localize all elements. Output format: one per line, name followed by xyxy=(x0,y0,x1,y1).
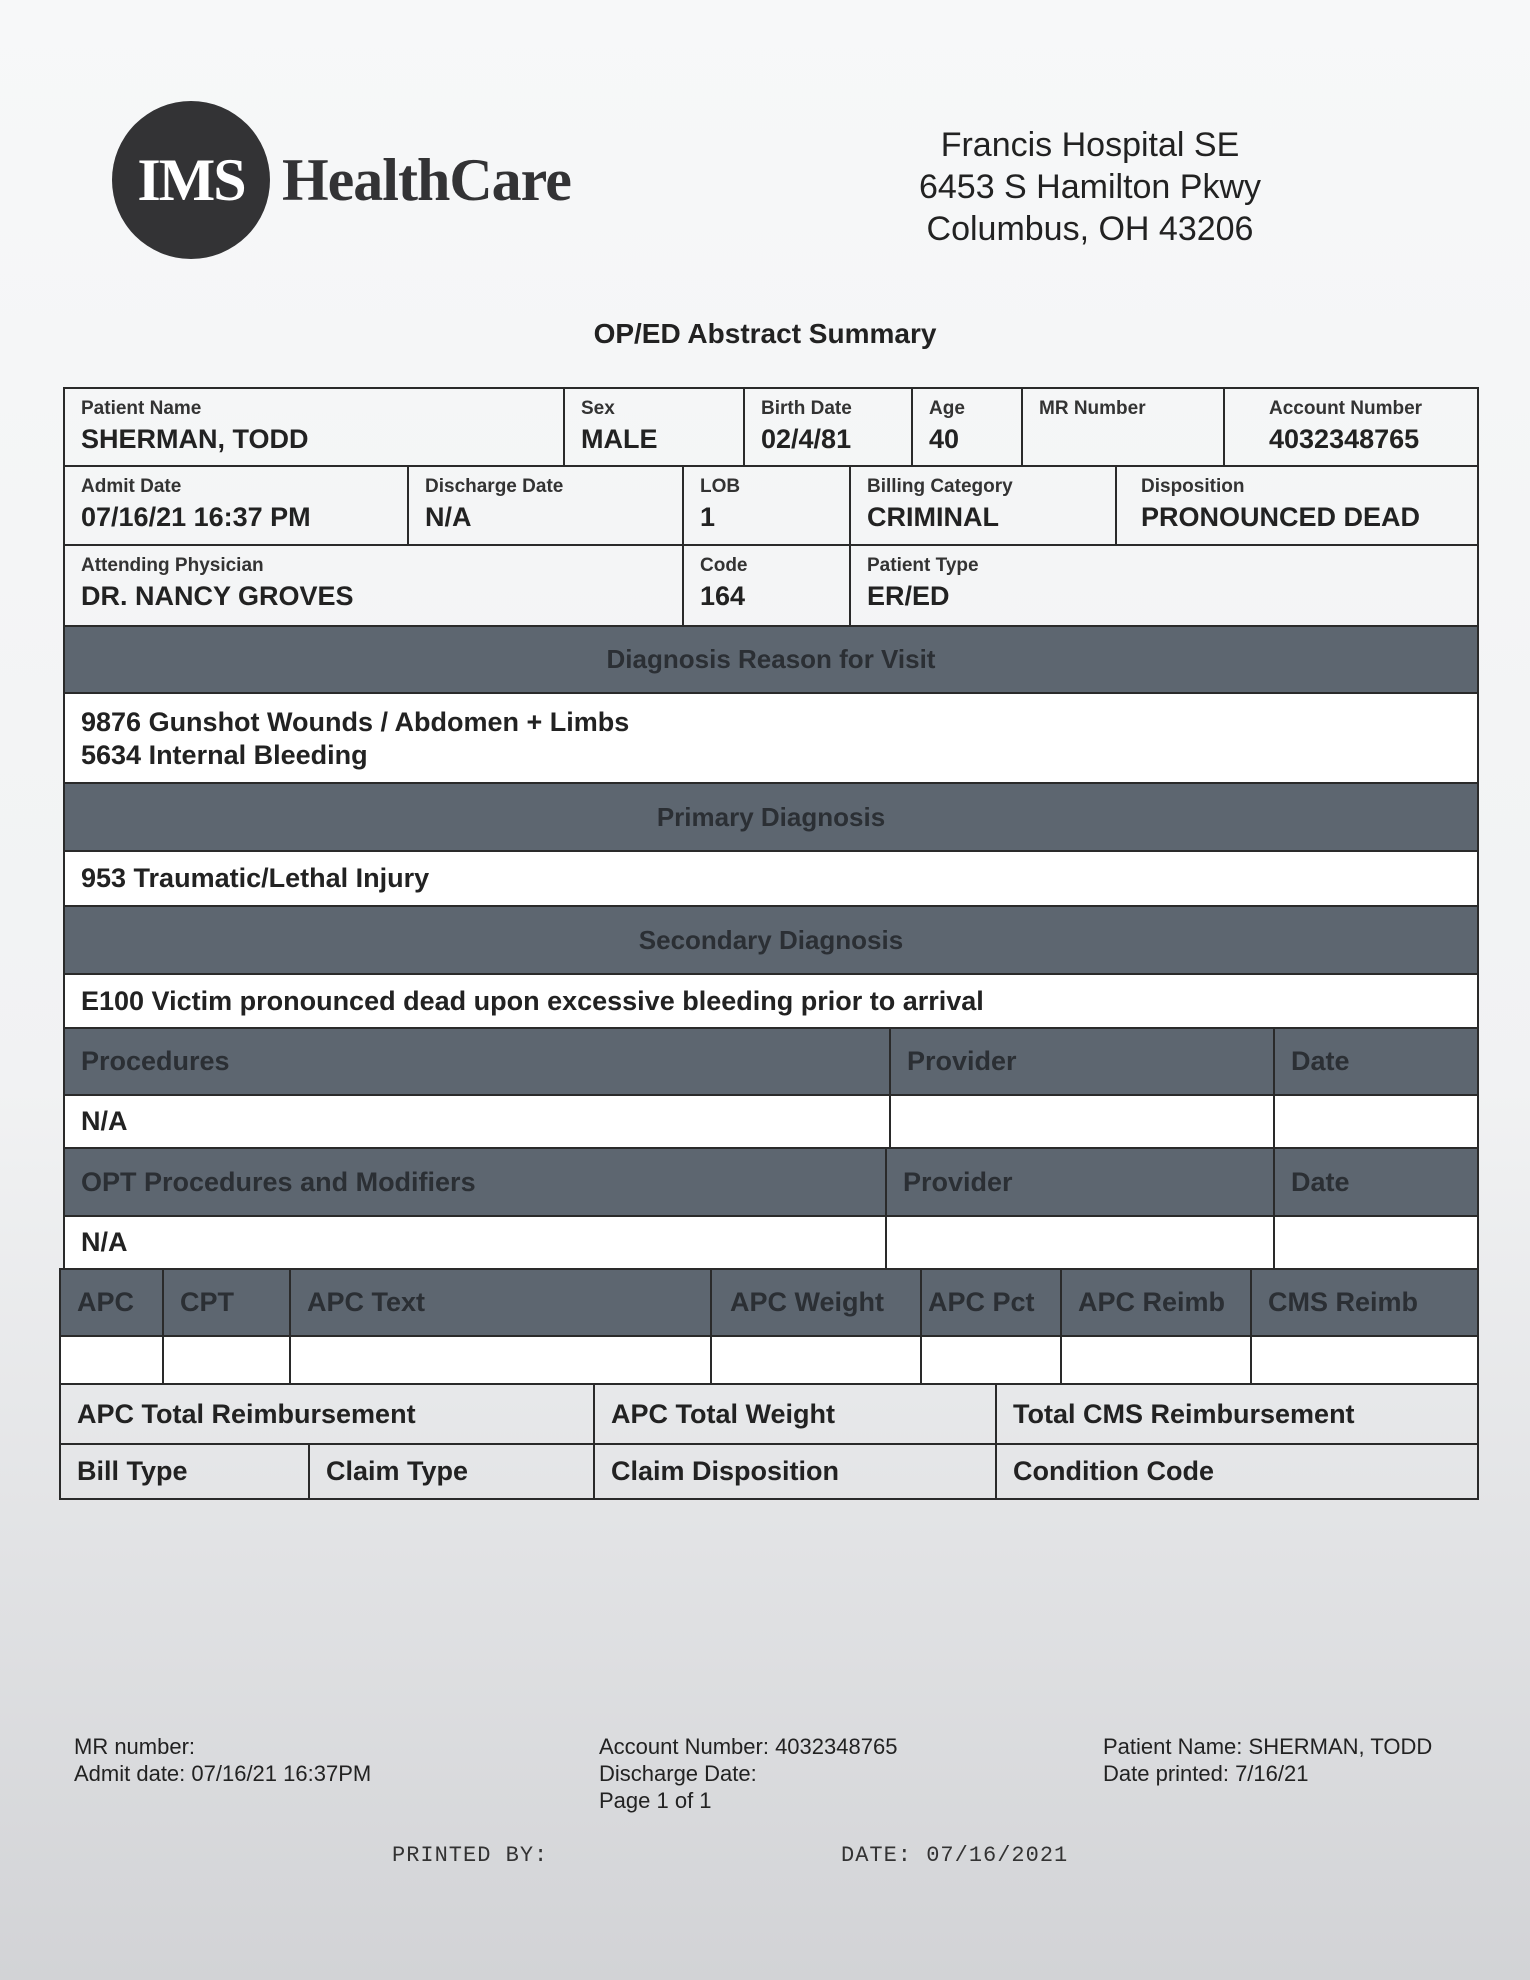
attending-physician-label: Attending Physician xyxy=(81,555,264,576)
mr-number-label: MR Number xyxy=(1039,398,1146,419)
opt-procedures-value: N/A xyxy=(63,1215,887,1270)
procedures-provider-header: Provider xyxy=(889,1027,1275,1096)
secondary-diagnosis-header: Secondary Diagnosis xyxy=(63,905,1479,975)
admit-date-label: Admit Date xyxy=(81,476,182,497)
apc-reimb-value xyxy=(1060,1335,1252,1385)
billing-category-value: CRIMINAL xyxy=(867,502,999,532)
footer-left xyxy=(74,1733,371,1787)
footer-right xyxy=(1103,1733,1432,1787)
hospital-address xyxy=(880,124,1300,250)
attending-physician-value: DR. NANCY GROVES xyxy=(81,581,354,611)
logo-mark: IMS xyxy=(112,101,270,259)
code-cell xyxy=(682,544,851,627)
age-cell xyxy=(911,387,1023,467)
account-number-cell xyxy=(1223,387,1479,467)
mr-number-cell xyxy=(1021,387,1225,467)
diagnosis-reason-line-2: 5634 Internal Bleeding xyxy=(81,740,368,770)
code-value: 164 xyxy=(700,581,746,611)
age-value: 40 xyxy=(929,424,960,454)
apc-reimb-header: APC Reimb xyxy=(1060,1268,1252,1337)
account-number-label: Account Number xyxy=(1269,398,1423,419)
cms-reimb-value xyxy=(1250,1335,1479,1385)
discharge-date-value: N/A xyxy=(425,502,472,532)
claim-type: Claim Type xyxy=(308,1443,595,1500)
condition-code: Condition Code xyxy=(995,1443,1479,1500)
apc-text-header: APC Text xyxy=(289,1268,712,1337)
footer-account-number: Account Number: 4032348765 xyxy=(599,1734,898,1759)
apc-total-weight: APC Total Weight xyxy=(593,1383,997,1445)
secondary-diagnosis-value: E100 Victim pronounced dead upon excessive bleeding prior to arrival xyxy=(63,973,1479,1029)
birth-date-cell xyxy=(743,387,913,467)
total-cms-reimbursement: Total CMS Reimbursement xyxy=(995,1383,1479,1445)
bill-type: Bill Type xyxy=(59,1443,310,1500)
admit-date-value: 07/16/21 16:37 PM xyxy=(81,502,311,532)
sex-value: MALE xyxy=(581,424,658,454)
diagnosis-reason-header: Diagnosis Reason for Visit xyxy=(63,625,1479,694)
apc-weight-value xyxy=(710,1335,922,1385)
printed-by-stamp: PRINTED BY: xyxy=(392,1843,549,1868)
apc-pct-value xyxy=(920,1335,1062,1385)
account-number-value: 4032348765 xyxy=(1269,424,1420,454)
patient-name-cell xyxy=(63,387,565,467)
patient-type-label: Patient Type xyxy=(867,555,979,576)
claim-disposition: Claim Disposition xyxy=(593,1443,997,1500)
lob-value: 1 xyxy=(700,502,716,532)
apc-weight-header: APC Weight xyxy=(710,1268,922,1337)
opt-procedures-date-header: Date xyxy=(1273,1147,1479,1217)
footer-mr-number: MR number: xyxy=(74,1734,196,1759)
footer-admit-date: Admit date: 07/16/21 16:37PM xyxy=(74,1761,372,1786)
apc-header: APC xyxy=(59,1268,164,1337)
logo-name: HealthCare xyxy=(282,146,571,213)
discharge-date-label: Discharge Date xyxy=(425,476,564,497)
billing-category-label: Billing Category xyxy=(867,476,1013,497)
date-stamp: DATE: 07/16/2021 xyxy=(841,1843,1069,1868)
diagnosis-reason-box xyxy=(63,692,1479,784)
apc-text-value xyxy=(289,1335,712,1385)
disposition-value: PRONOUNCED DEAD xyxy=(1141,502,1421,532)
disposition-label: Disposition xyxy=(1141,476,1245,497)
footer-date-printed: Date printed: 7/16/21 xyxy=(1103,1761,1309,1786)
cms-reimb-header: CMS Reimb xyxy=(1250,1268,1479,1337)
procedures-provider-value xyxy=(889,1094,1275,1149)
code-label: Code xyxy=(700,555,748,576)
procedures-value: N/A xyxy=(63,1094,891,1149)
footer-middle xyxy=(599,1733,897,1814)
apc-total-reimbursement: APC Total Reimbursement xyxy=(59,1383,595,1445)
disposition-cell xyxy=(1115,465,1479,546)
hospital-street: 6453 S Hamilton Pkwy xyxy=(918,168,1262,206)
lob-cell xyxy=(682,465,851,546)
opt-procedures-header: OPT Procedures and Modifiers xyxy=(63,1147,887,1217)
lob-label: LOB xyxy=(700,476,741,497)
hospital-name: Francis Hospital SE xyxy=(940,126,1240,164)
footer-patient-name: Patient Name: SHERMAN, TODD xyxy=(1103,1734,1433,1759)
procedures-header: Procedures xyxy=(63,1027,891,1096)
sex-label: Sex xyxy=(581,398,615,419)
admit-date-cell xyxy=(63,465,409,546)
document-title: OP/ED Abstract Summary xyxy=(593,318,937,349)
procedures-date-value xyxy=(1273,1094,1479,1149)
opt-procedures-provider-value xyxy=(885,1215,1275,1270)
apc-pct-header: APC Pct xyxy=(920,1268,1062,1337)
patient-name-label: Patient Name xyxy=(81,398,202,419)
primary-diagnosis-value: 953 Traumatic/Lethal Injury xyxy=(63,850,1479,907)
discharge-date-cell xyxy=(407,465,684,546)
patient-type-cell xyxy=(849,544,1479,627)
ims-healthcare-logo xyxy=(112,100,571,260)
cpt-value xyxy=(162,1335,291,1385)
opt-procedures-provider-header: Provider xyxy=(885,1147,1275,1217)
birth-date-label: Birth Date xyxy=(761,398,852,419)
patient-type-value: ER/ED xyxy=(867,581,950,611)
hospital-city: Columbus, OH 43206 xyxy=(926,210,1254,248)
procedures-date-header: Date xyxy=(1273,1027,1479,1096)
opt-procedures-date-value xyxy=(1273,1215,1479,1270)
attending-physician-cell xyxy=(63,544,684,627)
birth-date-value: 02/4/81 xyxy=(761,424,852,454)
cpt-header: CPT xyxy=(162,1268,291,1337)
patient-name-value: SHERMAN, TODD xyxy=(81,424,309,454)
diagnosis-reason-line-1: 9876 Gunshot Wounds / Abdomen + Limbs xyxy=(81,707,630,737)
footer-discharge-date: Discharge Date: xyxy=(599,1761,757,1786)
billing-category-cell xyxy=(849,465,1117,546)
apc-value xyxy=(59,1335,164,1385)
sex-cell xyxy=(563,387,745,467)
primary-diagnosis-header: Primary Diagnosis xyxy=(63,782,1479,852)
footer-page: Page 1 of 1 xyxy=(599,1788,712,1813)
age-label: Age xyxy=(929,398,965,419)
